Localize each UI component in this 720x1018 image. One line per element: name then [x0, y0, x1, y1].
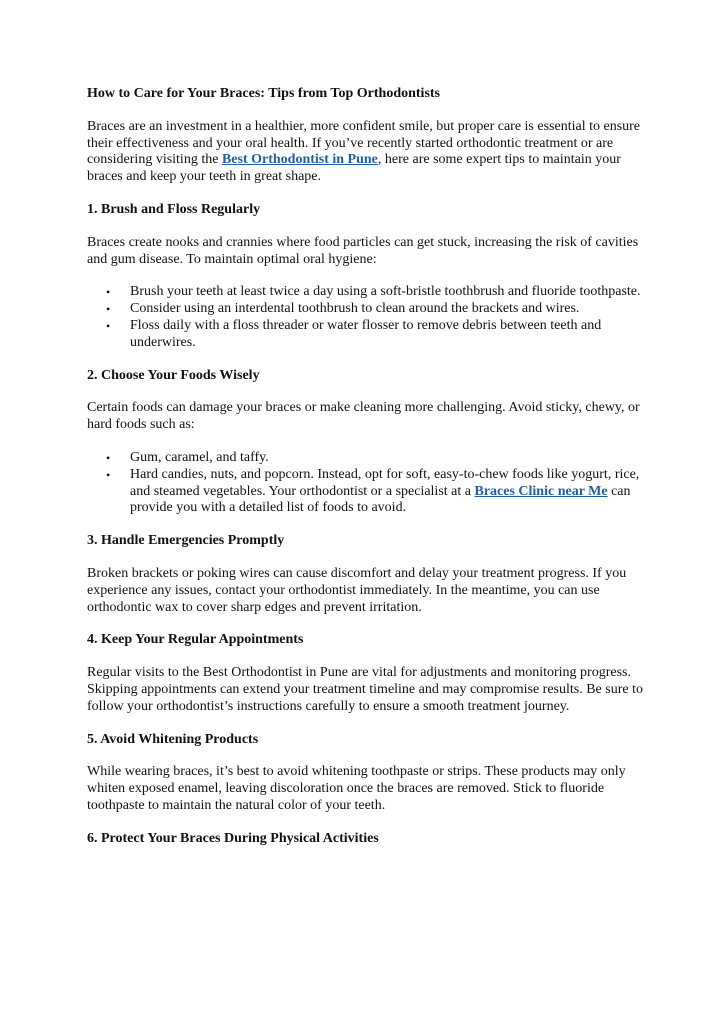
list-item: [87, 467, 647, 517]
list-item: [87, 318, 647, 352]
list-item-text: Floss daily with a floss threader or water flosser to remove debris between teeth and underwires.: [130, 317, 602, 350]
section-heading-emergencies: 3. Handle Emergencies Promptly: [87, 533, 285, 549]
bullet-icon: •: [106, 318, 111, 333]
list-item-text-continued: can provide you with a detailed list of foods to avoid.: [130, 483, 631, 516]
document-content: [87, 86, 647, 864]
bullet-icon: •: [106, 467, 111, 482]
bullet-list-brush-floss: [87, 284, 647, 351]
section-heading-appointments: 4. Keep Your Regular Appointments: [87, 632, 304, 648]
list-item-text: Brush your teeth at least twice a day using a soft-bristle toothbrush and fluoride toothpaste.: [130, 284, 641, 300]
bullet-icon: •: [106, 285, 111, 300]
list-item-text: Consider using an interdental toothbrush to clean around the brackets and wires.: [130, 301, 580, 317]
best-orthodontist-link[interactable]: Best Orthodontist in Pune: [221, 152, 378, 168]
section-body-whitening: While wearing braces, it’s best to avoid whitening toothpaste or strips. These products may only whiten exposed enamel, leaving discoloration once the braces are removed. Stick to fluoride toothpaste to maintain the natural color of your teeth.: [87, 764, 626, 813]
section-body-emergencies: Broken brackets or poking wires can cause discomfort and delay your treatment progress. If you experience any issues, contact your orthodontist immediately. In the meantime, you can use orthodontic wax to cover sharp edges and prevent irritation.: [87, 565, 627, 615]
section-body-foods: Certain foods can damage your braces or make cleaning more challenging. Avoid sticky, chewy, or hard foods such as:: [87, 400, 640, 433]
braces-clinic-link[interactable]: Braces Clinic near Me: [474, 483, 608, 499]
section-heading-foods: 2. Choose Your Foods Wisely: [87, 367, 260, 383]
intro-text-continued: , here are some expert tips to maintain your braces and keep your teeth in great shape.: [87, 152, 621, 185]
list-item: [87, 301, 647, 318]
section-heading-whitening: 5. Avoid Whitening Products: [87, 731, 259, 747]
section-heading-brush-floss: 1. Brush and Floss Regularly: [87, 201, 261, 217]
document-title: How to Care for Your Braces: Tips from Top Orthodontists: [87, 86, 441, 101]
section-body-brush-floss: Braces create nooks and crannies where food particles can get stuck, increasing the risk of cavities and gum disease. To maintain optimal oral hygiene:: [87, 234, 639, 267]
list-item-text: Hard candies, nuts, and popcorn. Instead, opt for soft, easy-to-chew foods like yogurt, rice, and steamed vegetables. Your orthodontist or a specialist at a: [130, 466, 640, 499]
intro-text: Braces are an investment in a healthier, more confident smile, but proper care is essential to ensure their effectiveness and your oral health. If you’ve recently started orthodontic treatment or are considering visiting the: [87, 118, 641, 168]
intro-paragraph: [87, 119, 647, 186]
bullet-icon: •: [106, 450, 111, 465]
section-heading-physical-activities: 6. Protect Your Braces During Physical Activities: [87, 830, 379, 846]
list-item: [87, 450, 647, 467]
section-body-appointments: Regular visits to the Best Orthodontist in Pune are vital for adjustments and monitoring progress. Skipping appointments can extend your treatment timeline and may compromise results. Be sure to follow your orthodontist’s instructions carefully to ensure a smooth treatment journey.: [87, 665, 643, 714]
list-item: [87, 284, 647, 301]
list-item-text: Gum, caramel, and taffy.: [130, 449, 269, 465]
bullet-icon: •: [106, 302, 111, 317]
bullet-list-foods: [87, 450, 647, 517]
